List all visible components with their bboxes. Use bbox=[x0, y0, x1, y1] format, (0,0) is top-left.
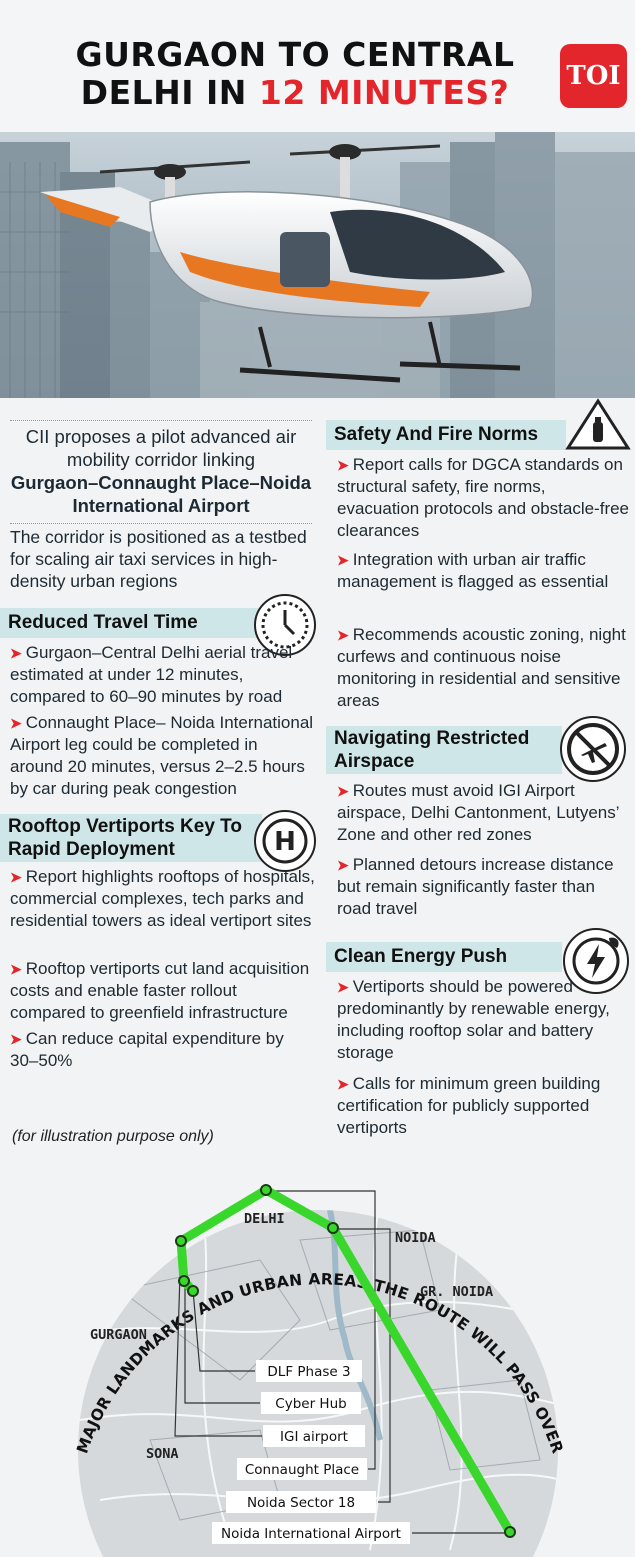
safety-bullet-3: ➤ Recommends acoustic zoning, night curfews and continuous noise monitoring in residential and sensitive areas bbox=[337, 625, 626, 710]
air-taxi-illustration bbox=[0, 132, 635, 398]
rooftop-bullet-1: ➤ Report highlights rooftops of hospitals, commercial complexes, tech parks and residential towers as ideal vertiport sites bbox=[10, 867, 315, 930]
intro-box bbox=[10, 420, 312, 524]
stop-label-noida-international-airport: Noida International Airport bbox=[221, 1526, 401, 1542]
energy-bullet-1: ➤ Vertiports should be powered predominantly by renewable energy, including rooftop solar and battery storage bbox=[337, 977, 610, 1062]
stop-label-noida-sector-18: Noida Sector 18 bbox=[246, 1495, 356, 1511]
safety-bullet-1: ➤ Report calls for DGCA standards on structural safety, fire norms, evacuation protocols and obstacle-free clearances bbox=[337, 455, 630, 540]
section-airspace-title: Navigating Restricted Airspace bbox=[326, 726, 562, 774]
route-node-dlf bbox=[188, 1286, 198, 1296]
header bbox=[0, 0, 635, 132]
intro-corridor-name: Gurgaon–Connaught Place–Noida International Airport bbox=[10, 472, 312, 516]
stop-label-connaught-place: Connaught Place bbox=[244, 1462, 360, 1478]
travel-bullet-1: ➤ Gurgaon–Central Delhi aerial travel estimated at under 12 minutes, compared to 60–90 minutes by road bbox=[10, 643, 293, 706]
area-label-sona: SONA bbox=[146, 1446, 179, 1462]
arc-title: MAJOR LANDMARKS AND URBAN AREAS THE ROUTE WILL PASS OVER bbox=[73, 1270, 567, 1456]
section-travel-title: Reduced Travel Time bbox=[0, 608, 262, 638]
toi-logo: TOI bbox=[560, 44, 627, 108]
helipad-icon bbox=[254, 810, 316, 872]
route-node-noida-airport bbox=[505, 1527, 515, 1537]
intro-paragraph: The corridor is positioned as a testbed for scaling air taxi services in high-density urban regions bbox=[10, 527, 307, 591]
area-label-delhi: DELHI bbox=[244, 1211, 285, 1227]
page-title bbox=[30, 36, 560, 112]
route-node-igi bbox=[176, 1236, 186, 1246]
title-line-2 bbox=[30, 74, 560, 112]
illustration-note: (for illustration purpose only) bbox=[12, 1128, 214, 1145]
energy-bullet-2: ➤ Calls for minimum green building certification for publicly supported vertiports bbox=[337, 1074, 601, 1137]
safety-bullet-2: ➤ Integration with urban air traffic management is flagged as essential bbox=[337, 550, 609, 591]
route-node-cyberhub bbox=[179, 1276, 189, 1286]
area-label-gurgaon: GURGAON bbox=[90, 1327, 147, 1343]
section-safety-title: Safety And Fire Norms bbox=[326, 420, 566, 450]
area-label-noida: NOIDA bbox=[395, 1230, 436, 1246]
airspace-bullet-1: ➤ Routes must avoid IGI Airport airspace, Delhi Cantonment, Lutyens’ Zone and other red zones bbox=[337, 781, 619, 844]
section-energy-title: Clean Energy Push bbox=[326, 942, 562, 972]
stop-label-dlf-phase-3: DLF Phase 3 bbox=[267, 1364, 351, 1380]
no-flight-icon bbox=[560, 716, 626, 782]
svg-text:H: H bbox=[274, 827, 296, 857]
area-label-greater-noida: GR. NOIDA bbox=[420, 1284, 494, 1300]
fire-extinguisher-icon bbox=[565, 398, 631, 452]
stop-label-igi-airport: IGI airport bbox=[280, 1429, 348, 1445]
section-rooftop-title: Rooftop Vertiports Key To Rapid Deployment bbox=[0, 814, 262, 862]
hero-image bbox=[0, 132, 635, 398]
rooftop-bullet-3: ➤ Can reduce capital expenditure by 30–50% bbox=[10, 1029, 284, 1070]
stop-label-cyber-hub: Cyber Hub bbox=[275, 1396, 347, 1412]
title-line-1: GURGAON TO CENTRAL bbox=[75, 35, 515, 74]
rooftop-bullet-2: ➤ Rooftop vertiports cut land acquisition costs and enable faster rollout compared to greenfield infrastructure bbox=[10, 959, 310, 1022]
route-node-cp bbox=[261, 1185, 271, 1195]
travel-bullet-2: ➤ Connaught Place– Noida International Airport leg could be completed in around 20 minutes, versus 2–2.5 hours by car during peak congestion bbox=[10, 713, 314, 798]
intro-line: CII proposes a pilot advanced air mobility corridor linking bbox=[25, 426, 297, 470]
route-node-sector18 bbox=[328, 1223, 338, 1233]
title-line-2-b: 12 MINUTES? bbox=[258, 73, 510, 112]
title-line-2-a: DELHI IN bbox=[80, 73, 259, 112]
airspace-bullet-2: ➤ Planned detours increase distance but remain significantly faster than road travel bbox=[337, 855, 614, 918]
route-map bbox=[0, 1140, 635, 1557]
